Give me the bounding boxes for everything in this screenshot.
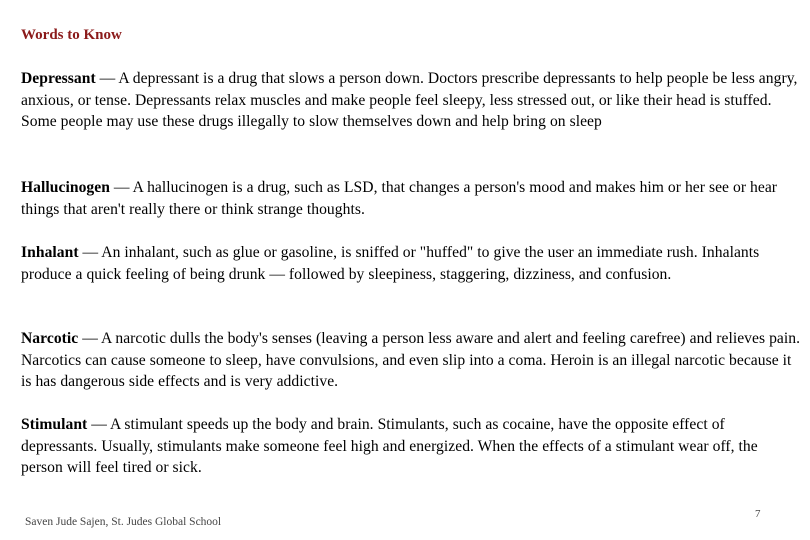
term-depressant: Depressant xyxy=(21,70,96,87)
definition-text: — A narcotic dulls the body's senses (leaving a person less aware and alert and feeling carefree) and relieves pain. Narcotics can cause someone to sleep, have convulsions, and even slip into a coma. Heroin is an illegal narcotic because it is has dangerous side effects and is very addictive. xyxy=(21,330,801,391)
definition-text: — An inhalant, such as glue or gasoline, is sniffed or "huffed" to give the user an immediate rush. Inhalants produce a quick feeling of being drunk — followed by sleepiness, staggering, dizziness, and confusion. xyxy=(21,244,760,283)
term-narcotic: Narcotic xyxy=(21,330,79,347)
definition-inhalant xyxy=(21,242,801,285)
definition-text: — A hallucinogen is a drug, such as LSD, that changes a person's mood and makes him or her see or hear things that aren't really there or think strange thoughts. xyxy=(21,179,778,218)
definition-hallucinogen xyxy=(21,177,801,220)
definition-text: — A depressant is a drug that slows a person down. Doctors prescribe depressants to help people be less angry, anxious, or tense. Depressants relax muscles and make people feel sleepy, less stressed out, or like their head is stuffed. Some people may use these drugs illegally to slow themselves down and help bring on sleep xyxy=(21,70,798,131)
definition-narcotic xyxy=(21,328,801,393)
page-heading: Words to Know xyxy=(21,27,122,43)
term-stimulant: Stimulant xyxy=(21,416,88,433)
term-hallucinogen: Hallucinogen xyxy=(21,179,110,196)
page-number: 7 xyxy=(755,508,761,520)
definition-depressant xyxy=(21,68,801,133)
term-inhalant: Inhalant xyxy=(21,244,79,261)
definition-text: — A stimulant speeds up the body and brain. Stimulants, such as cocaine, have the opposite effect of depressants. Usually, stimulants make someone feel high and energized. When the effects of a stimulant wear off, the person will feel tired or sick. xyxy=(21,416,758,477)
definition-stimulant xyxy=(21,414,801,479)
footer-credit: Saven Jude Sajen, St. Judes Global School xyxy=(25,516,222,528)
